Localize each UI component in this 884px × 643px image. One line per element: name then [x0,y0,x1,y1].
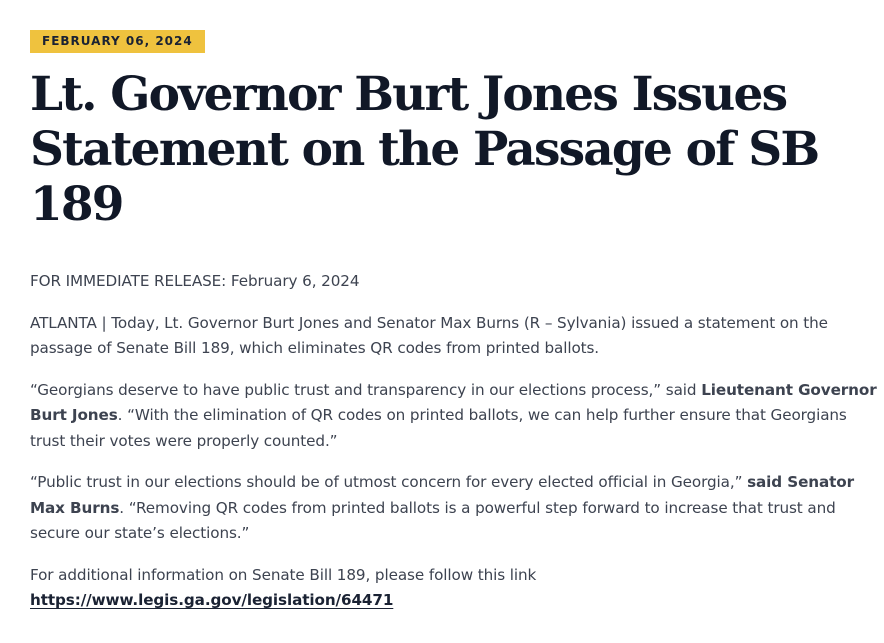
quote-text: . “With the elimination of QR codes on printed ballots, we can help further ensure that Georgians trust their votes were properly counted.” [30,406,847,450]
additional-info-paragraph [30,563,878,614]
press-release [30,30,878,614]
release-line: FOR IMMEDIATE RELEASE: February 6, 2024 [30,272,360,290]
page-title: Lt. Governor Burt Jones Issues Statement on the Passage of SB 189 [30,67,819,232]
quote-text: “Public trust in our elections should be of utmost concern for every elected official in Georgia,” [30,473,748,491]
quote-text: “Georgians deserve to have public trust and transparency in our elections process,” said [30,380,702,399]
quote-paragraph-burns [30,470,878,547]
quote-text: . “Removing QR codes from printed ballots is a powerful step forward to increase that trust and secure our state’s elections.” [30,498,836,542]
quote-paragraph-jones [30,378,878,455]
additional-info-text: For additional information on Senate Bill 189, please follow this link [30,565,537,584]
date-badge: FEBRUARY 06, 2024 [30,30,205,53]
speaker-name: said Senator Max Burns [30,473,855,517]
speaker-name: Lieutenant Governor Burt Jones [30,380,877,424]
legislation-link[interactable]: https://www.legis.ga.gov/legislation/64471 [30,591,394,609]
intro-paragraph: ATLANTA | Today, Lt. Governor Burt Jones and Senator Max Burns (R – Sylvania) issued a statement on the passage of Senate Bill 189, which eliminates QR codes from printed ballots. [30,313,828,357]
